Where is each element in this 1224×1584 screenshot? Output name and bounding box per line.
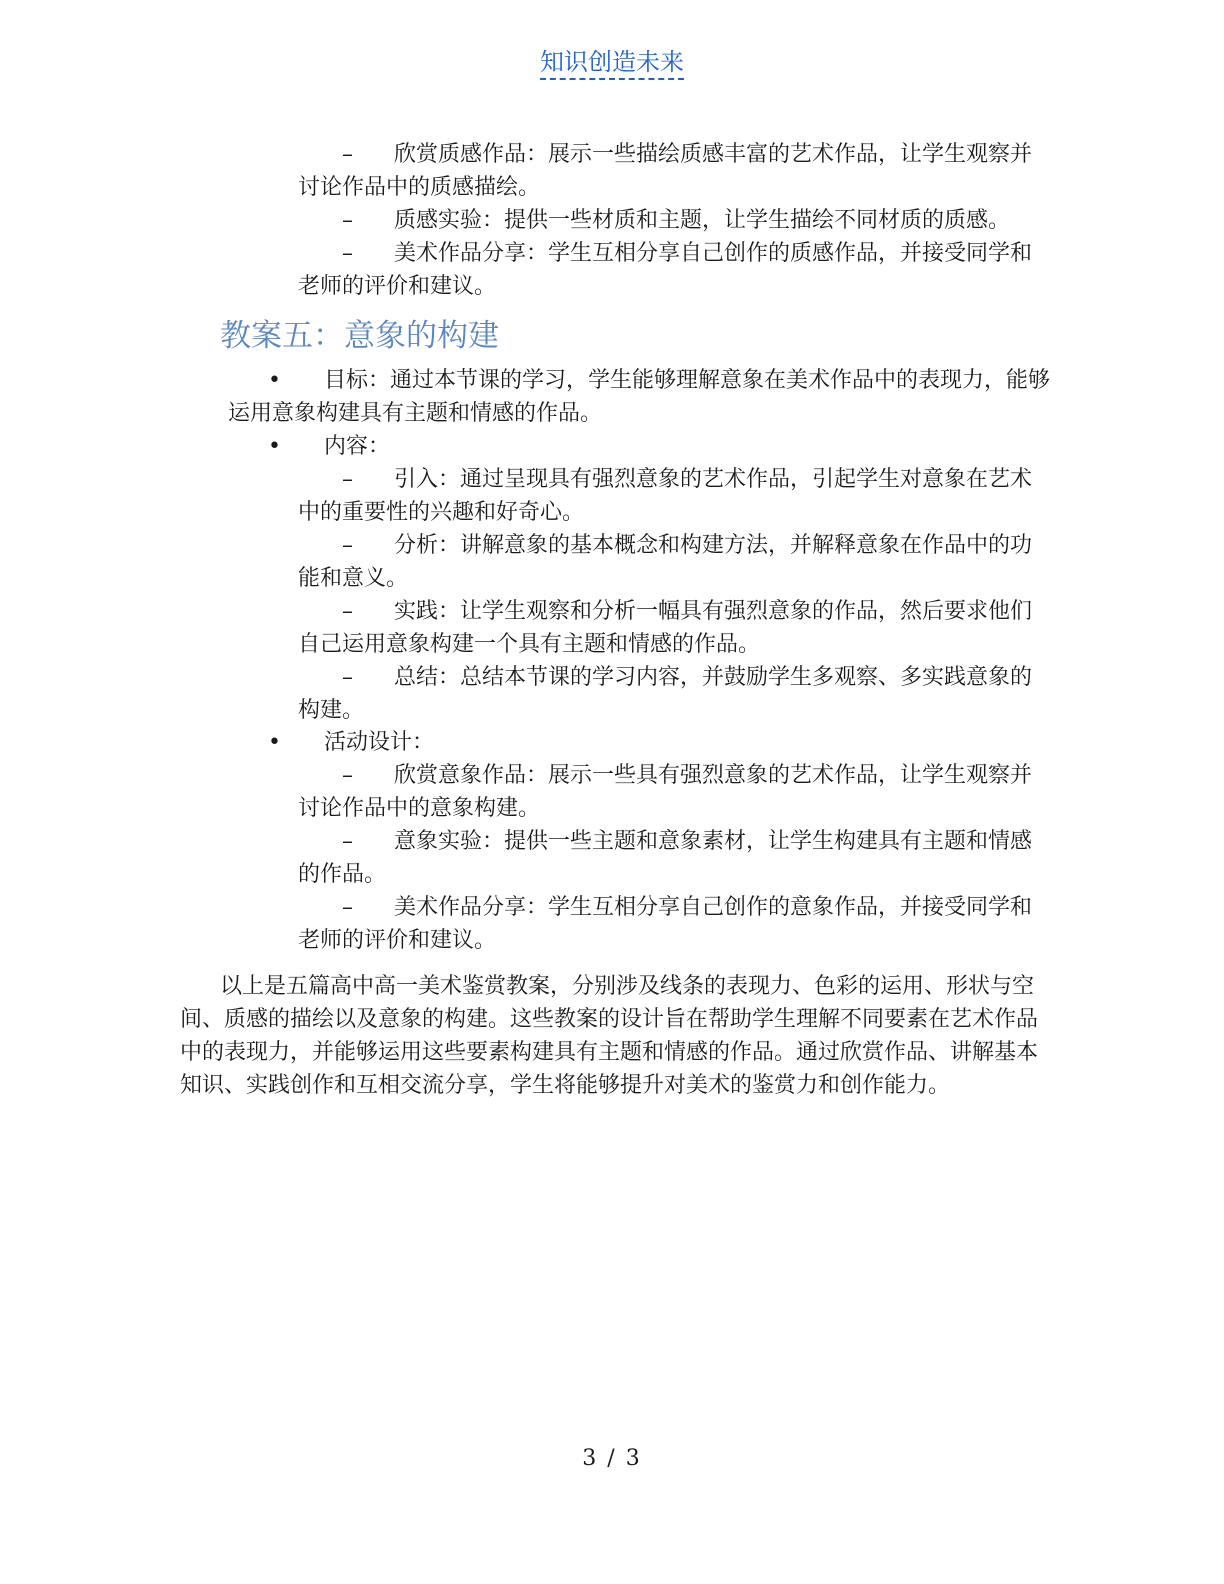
list-item-text: 质感实验：提供一些材质和主题，让学生描绘不同材质的质感。 bbox=[394, 208, 1011, 233]
summary-paragraph: 以上是五篇高中高一美术鉴赏教案，分别涉及线条的表现力、色彩的运用、形状与空间、质感的描绘以及意象的构建。这些教案的设计旨在帮助学生理解不同要素在艺术作品中的表现力，并能够运用这些要素构建具有主题和情感的作品。通过欣赏作品、讲解基本知识、实践创作和互相交流分享，学生将能够提升对美术的鉴赏力和创作能力。 bbox=[180, 974, 1039, 1098]
bullet-item-goal bbox=[228, 364, 1052, 430]
bullet-marker: • bbox=[268, 434, 281, 459]
list-item-text: 意象实验：提供一些主题和意象素材，让学生构建具有主题和情感的作品。 bbox=[298, 829, 1033, 887]
page-number: 3 / 3 bbox=[582, 1446, 642, 1471]
list-item bbox=[298, 463, 1042, 529]
section-heading: 教案五：意象的构建 bbox=[220, 318, 499, 354]
dash-marker: – bbox=[342, 599, 353, 624]
list-item-text: 欣赏意象作品：展示一些具有强烈意象的艺术作品，让学生观察并讨论作品中的意象构建。 bbox=[298, 763, 1033, 821]
list-item-text: 美术作品分享：学生互相分享自己创作的质感作品，并接受同学和老师的评价和建议。 bbox=[298, 241, 1033, 299]
dash-marker: – bbox=[342, 142, 353, 167]
list-item bbox=[298, 237, 1042, 303]
list-item-text: 欣赏质感作品：展示一些描绘质感丰富的艺术作品，让学生观察并讨论作品中的质感描绘。 bbox=[298, 142, 1033, 200]
list-item bbox=[298, 138, 1042, 204]
dash-marker: – bbox=[342, 665, 353, 690]
dash-marker: – bbox=[342, 895, 353, 920]
bullet-item-text: 内容： bbox=[324, 434, 391, 459]
list-item bbox=[298, 825, 1042, 891]
list-item-text: 美术作品分享：学生互相分享自己创作的意象作品，并接受同学和老师的评价和建议。 bbox=[298, 895, 1033, 953]
bullet-item-text: 目标：通过本节课的学习，学生能够理解意象在美术作品中的表现力，能够运用意象构建具有主题和情感的作品。 bbox=[228, 368, 1051, 426]
list-item bbox=[298, 759, 1042, 825]
dash-marker: – bbox=[342, 241, 353, 266]
header-link-text[interactable]: 知识创造未来 bbox=[540, 48, 684, 80]
header-link[interactable] bbox=[0, 44, 1224, 80]
list-item bbox=[298, 204, 1042, 237]
list-item bbox=[298, 595, 1042, 661]
list-item-text: 总结：总结本节课的学习内容，并鼓励学生多观察、多实践意象的构建。 bbox=[298, 665, 1033, 723]
list-item-text: 分析：讲解意象的基本概念和构建方法，并解释意象在作品中的功能和意义。 bbox=[298, 533, 1033, 591]
dash-marker: – bbox=[342, 467, 353, 492]
list-item bbox=[298, 661, 1042, 727]
list-item bbox=[298, 529, 1042, 595]
bullet-item-content bbox=[228, 430, 1052, 463]
list-item-text: 引入：通过呈现具有强烈意象的艺术作品，引起学生对意象在艺术中的重要性的兴趣和好奇心。 bbox=[298, 467, 1033, 525]
dash-marker: – bbox=[342, 829, 353, 854]
list-item-text: 实践：让学生观察和分析一幅具有强烈意象的作品，然后要求他们自己运用意象构建一个具有主题和情感的作品。 bbox=[298, 599, 1033, 657]
bullet-marker: • bbox=[268, 368, 281, 393]
bullet-item-text: 活动设计： bbox=[324, 730, 435, 755]
dash-marker: – bbox=[342, 208, 353, 233]
bullet-item-activity bbox=[228, 726, 1052, 759]
dash-marker: – bbox=[342, 763, 353, 788]
bullet-marker: • bbox=[268, 730, 281, 755]
dash-marker: – bbox=[342, 533, 353, 558]
list-item bbox=[298, 891, 1042, 957]
